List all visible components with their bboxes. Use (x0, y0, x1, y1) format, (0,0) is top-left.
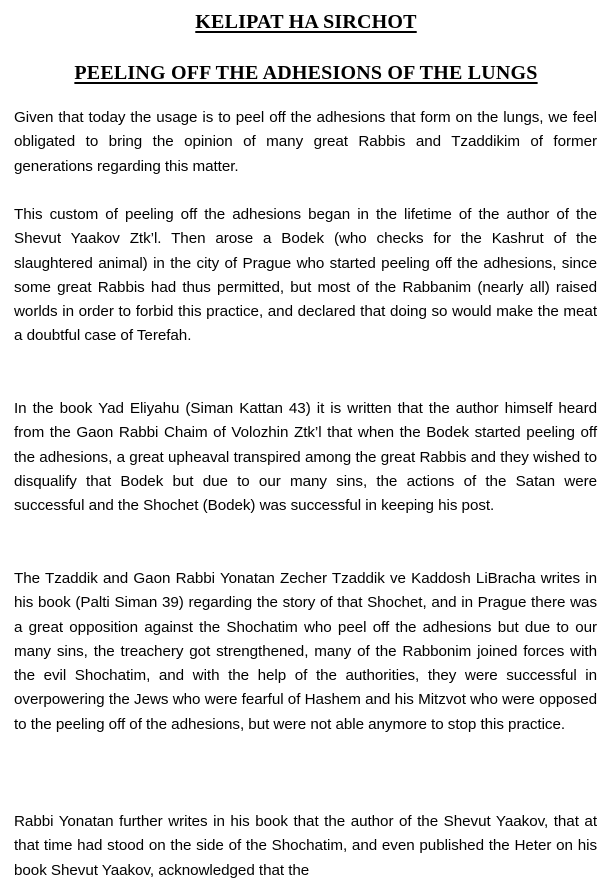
paragraph-rabbi-yonatan: The Tzaddik and Gaon Rabbi Yonatan Zecher Tzaddik ve Kaddosh LiBracha writes in his book (Palti Siman 39) regarding the story of that Shochet, and in Prague there was a great opposition against the Shochatim who peel off the adhesions but due to our many sins, the treachery got strengthened, many of the Rabbonim joined forces with the evil Shochatim, and with the help of the authorities, they were successful in overpowering the Jews who were fearful of Hashem and his Mitzvot who were opposed to the peeling off of the adhesions, but were not able anymore to stop this practice. (14, 570, 597, 733)
paragraph-shevut-yaakov: Rabbi Yonatan further writes in his book that the author of the Shevut Yaakov, that at that time had stood on the side of the Shochatim, and even published the Heter on his book Shevut Yaakov, acknowledged that the (14, 813, 597, 879)
paragraph-yad-eliyahu: In the book Yad Eliyahu (Siman Kattan 43) it is written that the author himself heard from the Gaon Rabbi Chaim of Volozhin Ztk’l that when the Bodek started peeling off the adhesions, a great upheaval transpired among the great Rabbis and they wished to disqualify that Bodek but due to our many sins, the actions of the Satan were successful and the Shochet (Bodek) was successful in keeping his post. (14, 400, 597, 515)
paragraph-custom-origin: This custom of peeling off the adhesions began in the lifetime of the author of the Shevut Yaakov Ztk’l. Then arose a Bodek (who checks for the Kashrut of the slaughtered animal) in the city of Prague who started peeling off the adhesions, since some great Rabbis had thus permitted, but most of the Rabbanim (nearly all) raised worlds in order to forbid this practice, and declared that doing so would make the meat a doubtful case of Terefah. (14, 206, 597, 345)
paragraph-intro: Given that today the usage is to peel off the adhesions that form on the lungs, we feel obligated to bring the opinion of many great Rabbis and Tzaddikim of former generations regarding this matter. (14, 109, 597, 175)
page-subtitle: PEELING OFF THE ADHESIONS OF THE LUNGS (74, 62, 538, 84)
page-title: KELIPAT HA SIRCHOT (195, 11, 417, 33)
